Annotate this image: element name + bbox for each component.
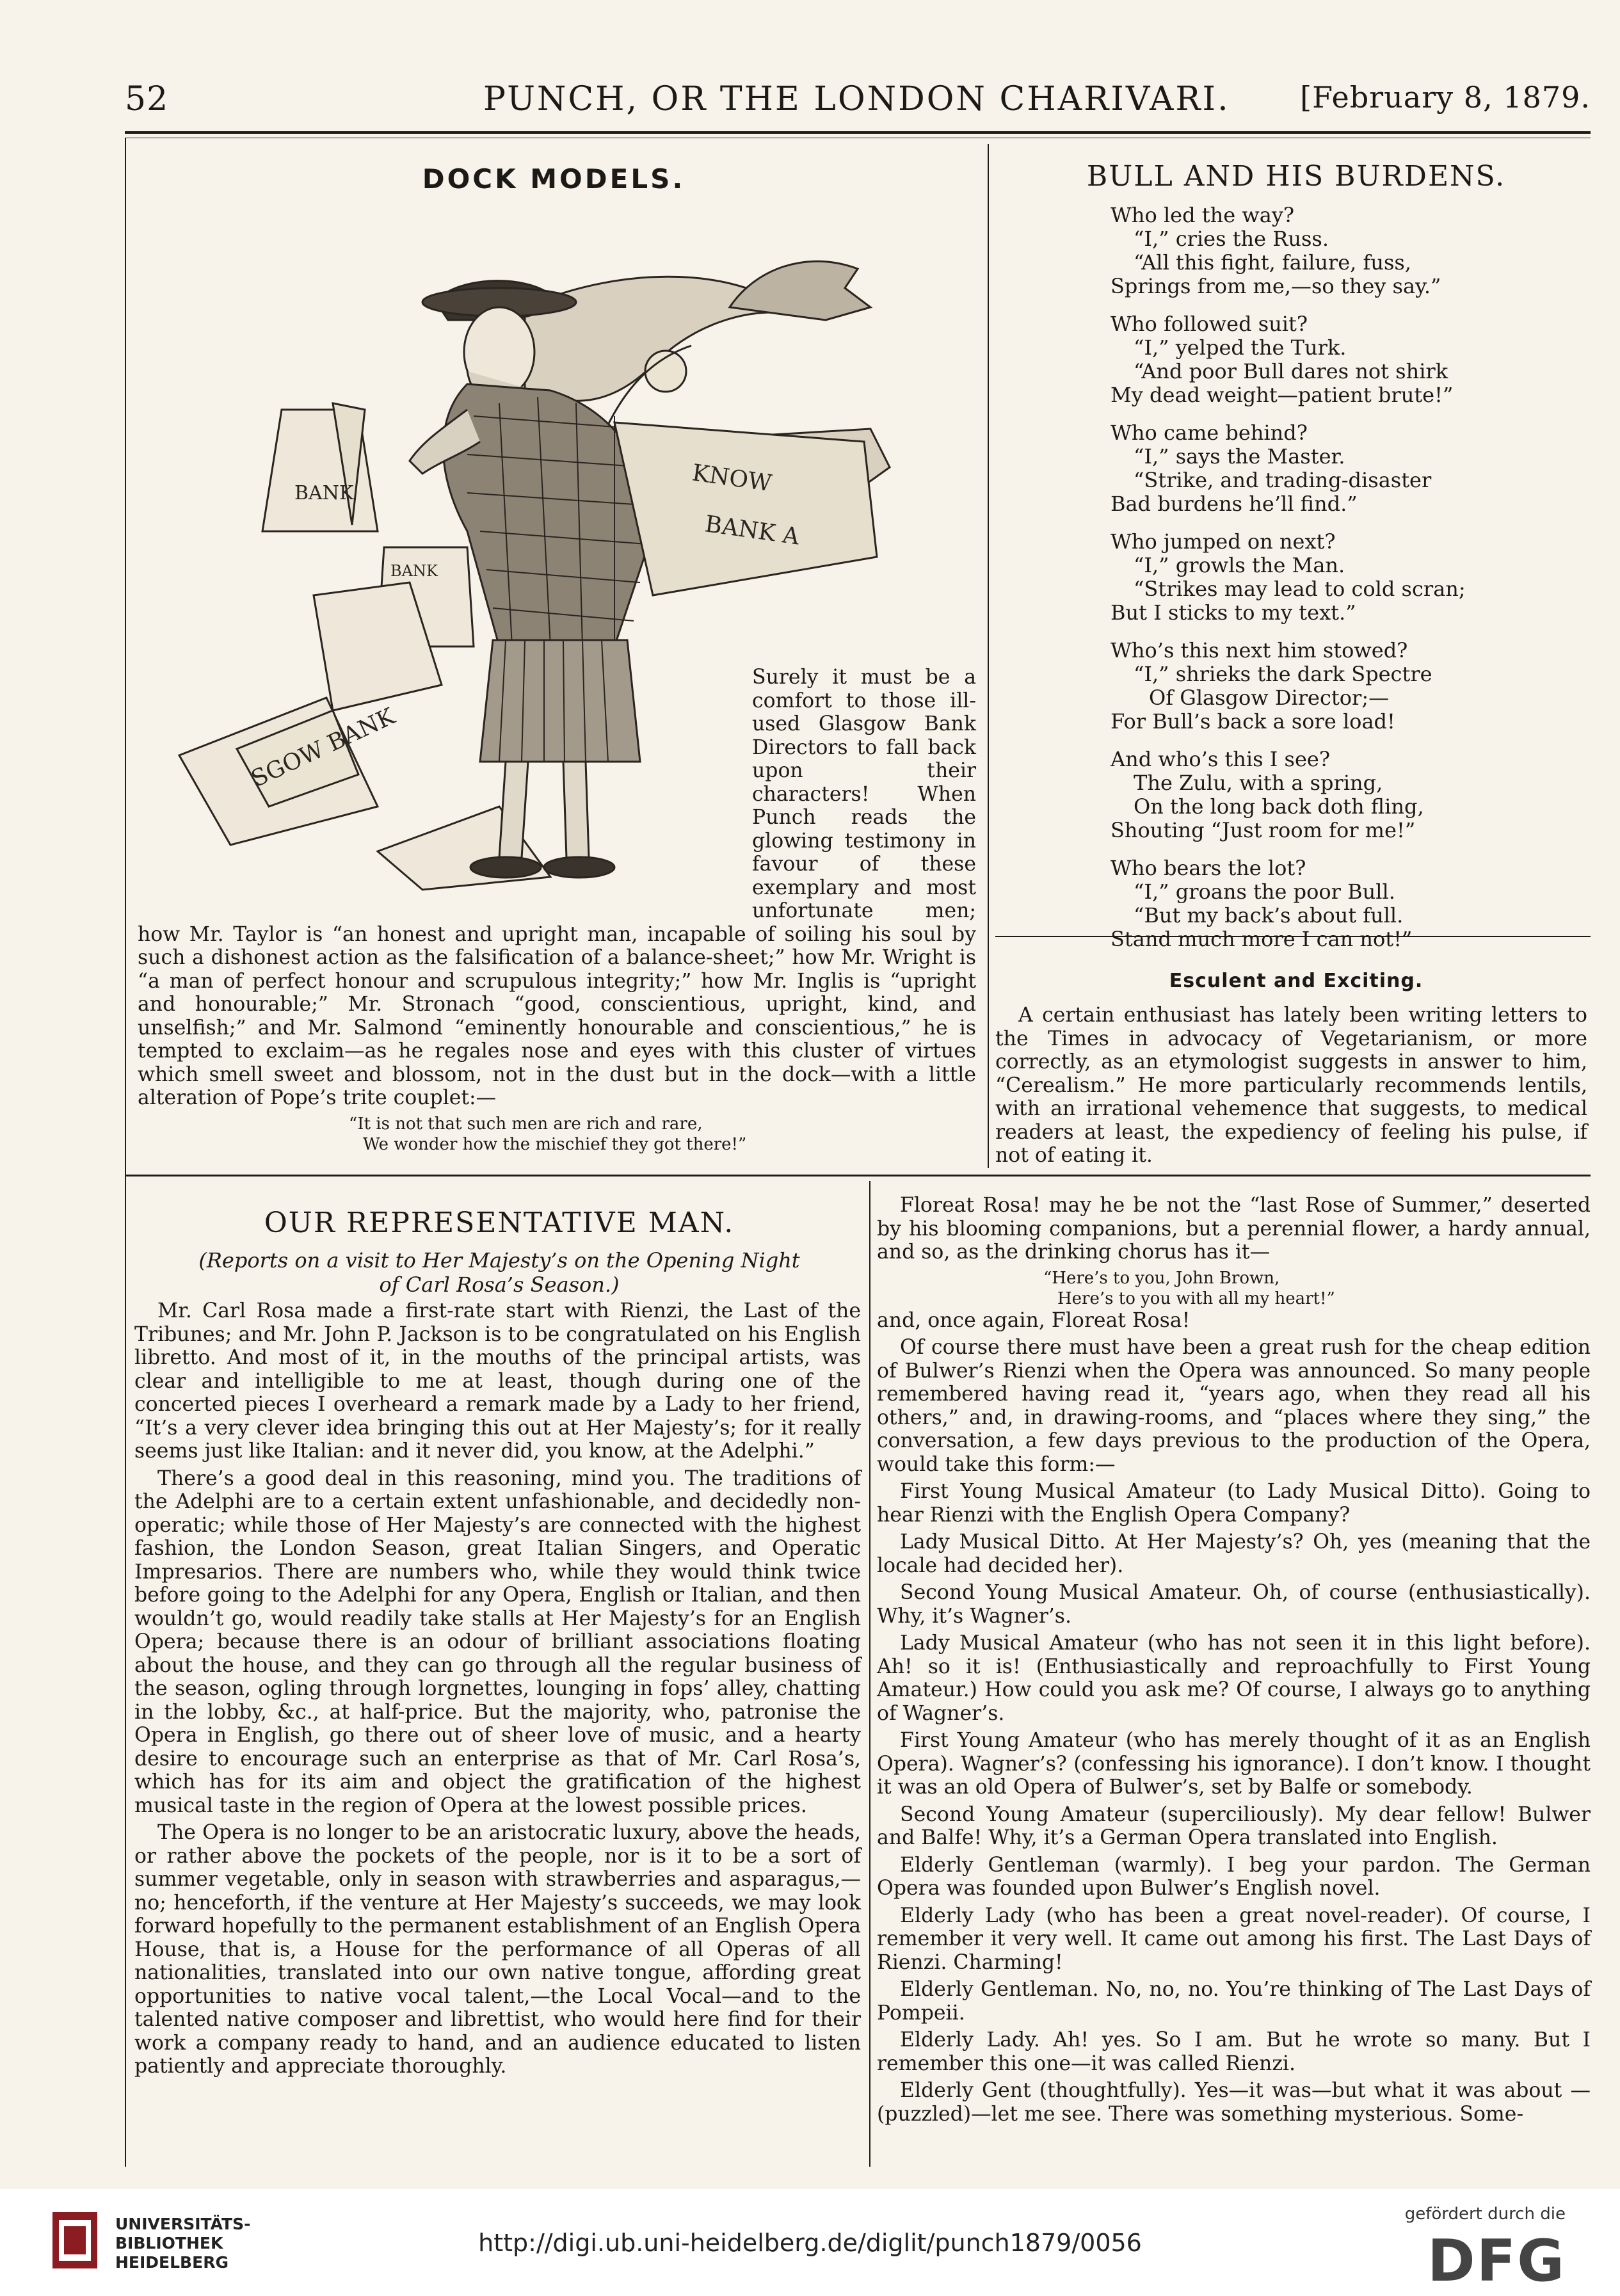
verse-line: Who came behind? bbox=[1111, 421, 1308, 445]
sponsor-label: gefördert durch die bbox=[1404, 2204, 1566, 2224]
stanza bbox=[1111, 530, 1584, 625]
esculent-text bbox=[995, 1004, 1587, 1171]
stanza bbox=[1111, 639, 1584, 734]
viewer-footer bbox=[0, 2189, 1620, 2296]
dialogue-line: First Young Musical Amateur (to Lady Musical Ditto). Going to hear Rienzi with the English Opera Company? bbox=[877, 1480, 1591, 1527]
section-rule bbox=[125, 1175, 1591, 1176]
masthead: PUNCH, OR THE LONDON CHARIVARI. bbox=[483, 80, 1230, 118]
dialogue-line: Elderly Gentleman. No, no, no. You’re thinking of The Last Days of Pompeii. bbox=[877, 1978, 1591, 2025]
dialogue-line: Lady Musical Ditto. At Her Majesty’s? Oh, yes (meaning that the locale had decided her). bbox=[877, 1530, 1591, 1577]
issue-date: [February 8, 1879. bbox=[1300, 80, 1591, 115]
dialogue-line: First Young Amateur (who has merely thought of it as an English Opera). Wagner’s? (confessing his ignorance). I don’t know. I thought it was an old Opera of Bulwer’s, set by Balfe or somebody. bbox=[877, 1729, 1591, 1799]
verse-line: Springs from me,—so they say.” bbox=[1111, 274, 1441, 298]
verse-line: Who jumped on next? bbox=[1111, 529, 1336, 554]
verse-line: “I,” cries the Russ. bbox=[1134, 227, 1329, 251]
dialogue-line: Elderly Lady (who has been a great novel-reader). Of course, I remember it very well. It came out among his first. The Last Days of Rienzi. Charming! bbox=[877, 1904, 1591, 1974]
dfg-logo: DFG bbox=[1427, 2228, 1566, 2295]
rep-paragraph: There’s a good deal in this reasoning, mind you. The traditions of the Adelphi are to a certain extent unfashionable, and decidedly non-operatic; while those of Her Majesty’s are connected with the highest fashion, the London Season, great Italian Singers, and Operatic Impresarios. There are numbers who, while they would think twice before going to the Adelphi for any Opera, English or Italian, and then wouldn’t go, would readily take stalls at Her Majesty’s for an English Opera; because there is an odour of brilliant associations floating about the house, and they can go through all the regular business of the season, ogling through lorgnettes, lounging in fops’ alley, chatting in the lobby, &c., at half-price. But the majority, who, patronise the Opera in English, go there out of sheer love of music, and a hearty desire to encourage such an enterprise as that of Mr. Carl Rosa’s, which has for its aim and object the gratification of the highest musical taste in the region of Opera at the lowest possible prices. bbox=[134, 1466, 861, 1817]
verse-line: “I,” growls the Man. bbox=[1134, 553, 1345, 577]
verse-line: Who bears the lot? bbox=[1111, 856, 1306, 880]
dialogue-line: Second Young Musical Amateur. Oh, of course (enthusiastically). Why, it’s Wagner’s. bbox=[877, 1581, 1591, 1628]
stanza bbox=[1111, 312, 1584, 407]
illustration-wrap-space bbox=[138, 666, 752, 922]
left-border bbox=[125, 138, 126, 2167]
column-rule-bottom bbox=[869, 1181, 870, 2167]
verse-line: “But my back’s about full. bbox=[1134, 903, 1404, 927]
dialogue-line: Second Young Amateur (superciliously). My dear fellow! Bulwer and Balfe! Why, it’s a German Opera translated into English. bbox=[877, 1802, 1591, 1849]
verse-line: “And poor Bull dares not shirk bbox=[1134, 359, 1448, 383]
page-number: 52 bbox=[125, 80, 169, 118]
verse-line: Stand much more I can not!” bbox=[1111, 927, 1413, 951]
verse-line: “I,” shrieks the dark Spectre bbox=[1134, 662, 1432, 686]
verse-line: For Bull’s back a sore load! bbox=[1111, 709, 1395, 734]
rep-title: OUR REPRESENTATIVE MAN. bbox=[264, 1207, 735, 1239]
dock-models-text bbox=[138, 666, 976, 1155]
verse-line: Who led the way? bbox=[1111, 203, 1295, 227]
library-line: BIBLIOTHEK bbox=[115, 2234, 223, 2252]
dock-models-title: DOCK MODELS. bbox=[422, 163, 686, 195]
verse-line: Of Glasgow Director;— bbox=[1149, 686, 1390, 710]
rep-column-2 bbox=[877, 1194, 1591, 2130]
verse-line: “All this fight, failure, fuss, bbox=[1134, 250, 1411, 275]
column-rule-top bbox=[988, 144, 989, 1168]
verse-line: Shouting “Just room for me!” bbox=[1111, 818, 1416, 842]
rep-column-1 bbox=[134, 1299, 861, 2082]
stanza bbox=[1111, 748, 1584, 842]
verse-line: “I,” groans the poor Bull. bbox=[1134, 879, 1395, 904]
drinking-chorus bbox=[877, 1268, 1591, 1309]
verse-line: The Zulu, with a spring, bbox=[1134, 771, 1383, 795]
bank-a-label: BANK A bbox=[703, 511, 801, 550]
dialogue-line: Elderly Gent (thoughtfully). Yes—it was—but what it was about —(puzzled)—let me see. There was something mysterious. Some- bbox=[877, 2079, 1591, 2126]
verse-line: “I,” yelped the Turk. bbox=[1134, 335, 1347, 360]
verse-line: On the long back doth fling, bbox=[1134, 794, 1424, 819]
know-label: KNOW bbox=[690, 460, 774, 497]
verse-line: “I,” says the Master. bbox=[1134, 444, 1345, 469]
rep-paragraph: Mr. Carl Rosa made a first-rate start with Rienzi, the Last of the Tribunes; and Mr. John P. Jackson is to be congratulated on his English libretto. And most of it, in the mouths of the principal artists, was clear and intelligible to me at least, though during one of the concerted pieces I overheard a remark made by a Lady to her friend, “It’s a very clever idea bringing this out at Her Majesty’s; for it really seems just like Italian: and it never did, you know, at the Adelphi.” bbox=[134, 1299, 861, 1463]
chorus-line: Here’s to you with all my heart!” bbox=[1057, 1288, 1335, 1308]
permalink[interactable]: http://digi.ub.uni-heidelberg.de/diglit/punch1879/0056 bbox=[478, 2229, 1142, 2257]
verse-line: But I sticks to my text.” bbox=[1111, 600, 1356, 625]
dialogue-line: Elderly Lady. Ah! yes. So I am. But he wrote so many. But I remember this one—it was called Rienzi. bbox=[877, 2028, 1591, 2075]
sgow-bank-label: SGOW BANK bbox=[247, 703, 399, 793]
verse-line: And who’s this I see? bbox=[1111, 747, 1330, 771]
verse-line: Who’s this next him stowed? bbox=[1111, 638, 1408, 662]
library-line: UNIVERSITÄTS- bbox=[115, 2215, 251, 2233]
stanza bbox=[1111, 204, 1584, 298]
esculent-title: Esculent and Exciting. bbox=[1169, 970, 1424, 992]
esculent-paragraph: A certain enthusiast has lately been writing letters to the Times in advocacy of Vegetarianism, or more correctly, as an etymologist suggests in answer to him, “Cerealism.” He more particularly recommends lentils, with an irrational vehemence that suggests, to medical readers at least, the expediency of feeling his pulse, if not of eating it. bbox=[995, 1004, 1587, 1167]
rep-paragraph: Floreat Rosa! may he be not the “last Rose of Summer,” deserted by his blooming companions, but a perennial flower, a hardy annual, and so, as the drinking chorus has it— bbox=[877, 1194, 1591, 1264]
pope-couplet bbox=[138, 1114, 976, 1155]
rep-subtitle: (Reports on a visit to Her Majesty’s on the Opening Night of Carl Rosa’s Season.) bbox=[198, 1248, 800, 1297]
rep-paragraph: Of course there must have been a great rush for the cheap edition of Bulwer’s Rienzi when the Opera was announced. So many people remembered having read it, “years ago, when they read all his others,” and, in drawing-rooms, and “places where they sing,” the conversation, a few days previous to the production of the Opera, would take this form:— bbox=[877, 1336, 1591, 1476]
dialogue-line: Elderly Gentleman (warmly). I beg your pardon. The German Opera was founded upon Bulwer’s English novel. bbox=[877, 1853, 1591, 1900]
verse-line: Bad burdens he’ll find.” bbox=[1111, 492, 1358, 516]
bank-label-2: BANK bbox=[390, 562, 438, 580]
couplet-line: We wonder how the mischief they got there!” bbox=[363, 1134, 747, 1154]
verse-line: Who followed suit? bbox=[1111, 312, 1308, 336]
library-line: HEIDELBERG bbox=[115, 2253, 229, 2272]
dialogue-line: Lady Musical Amateur (who has not seen it in this light before). Ah! so it is! (Enthusiastically and reproachfully to First Young Amateur.) How could you ask me? Of course, I always go to anything of Wagner’s. bbox=[877, 1632, 1591, 1725]
dock-intro: Surely it must be a comfort to those ill-used Glasgow Bank Directors to fall back upon their characters! When Punch reads the glowing testimony in favour of these exemplary and most unfortunate men; how Mr. Taylor is “an honest and upright man, incapable of soiling his soul by such a dishonest action as the falsification of a balance-sheet;” how Mr. Wright is “a man of perfect honour and scrupulous integrity;” how Mr. Inglis is “upright and honourable;” Mr. Stronach “good, conscientious, upright, kind, and unselfish;” and Mr. Salmond “eminently honourable and conscientious,” he is tempted to exclaim—as he regales nose and eyes with this cluster of virtues which smell sweet and blossom, not in the dust but in the dock—with a little alteration of Pope’s trite couplet:— bbox=[138, 666, 976, 1109]
page-header bbox=[125, 80, 1591, 128]
stanza bbox=[1111, 421, 1584, 516]
verse-line: “Strikes may lead to cold scran; bbox=[1134, 577, 1466, 601]
rep-paragraph: The Opera is no longer to be an aristocratic luxury, above the heads, or rather above the pockets of the people, nor is it to be a sort of summer vegetable, only in season with strawberries and asparagus,—no; henceforth, if the venture at Her Majesty’s succeeds, we may look forward hopefully to the permanent establishment of an English Opera House, that is, a House for the performance of all Operas of all nationalities, translated into our own native tongue, affording great opportunities to native vocal talent,—the Local Vocal—and to the talented native composer and librettist, who would here find for their work a company ready to hand, and an audience educated to listen patiently and appreciate thoroughly. bbox=[134, 1821, 861, 2078]
bull-poem bbox=[1111, 204, 1584, 965]
verse-line: “Strike, and trading-disaster bbox=[1134, 468, 1432, 492]
header-rule bbox=[125, 131, 1591, 134]
bull-title: BULL AND HIS BURDENS. bbox=[1086, 160, 1506, 193]
bank-label-1: BANK bbox=[294, 482, 354, 504]
couplet-line: “It is not that such men are rich and rare, bbox=[349, 1114, 703, 1134]
verse-line: My dead weight—patient brute!” bbox=[1111, 383, 1454, 407]
chorus-line: “Here’s to you, John Brown, bbox=[1043, 1268, 1280, 1288]
stanza bbox=[1111, 856, 1584, 951]
rep-paragraph: and, once again, Floreat Rosa! bbox=[877, 1308, 1191, 1332]
